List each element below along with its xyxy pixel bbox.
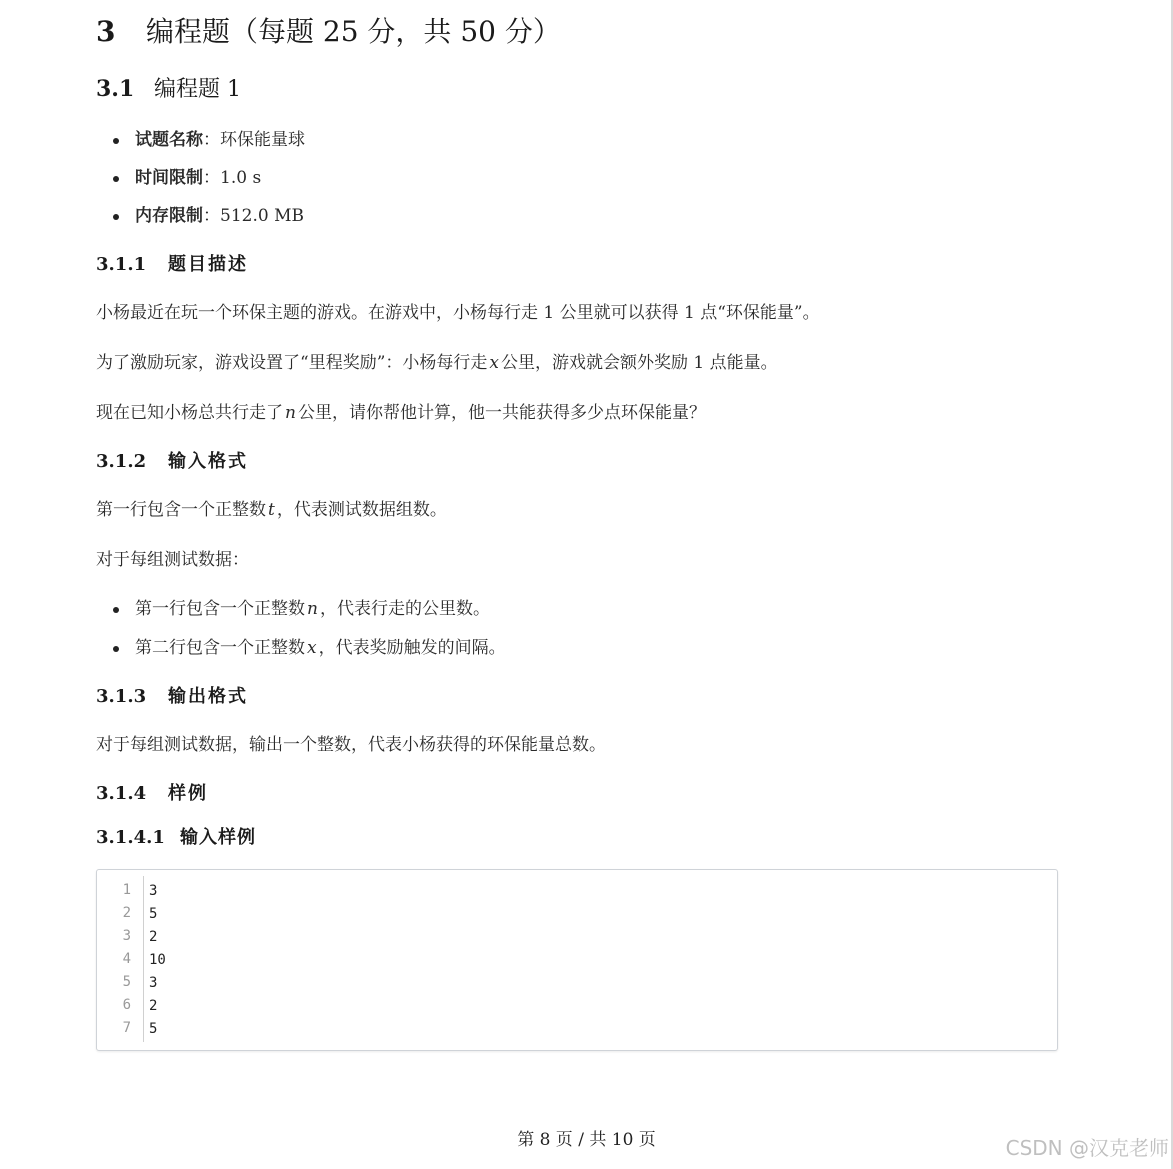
meta-sep: ： [203, 206, 220, 226]
code-line: 5 [149, 906, 158, 922]
description-paragraph-1: 小杨最近在玩一个环保主题的游戏。在游戏中，小杨每行走 1 公里就可以获得 1 点“环保能量”。 [96, 303, 820, 323]
subsection-number: 3.1 [96, 76, 135, 102]
code-line: 2 [149, 929, 158, 945]
meta-item-time [96, 165, 305, 203]
math-variable: n [307, 599, 318, 619]
description-title: 题目描述 [168, 254, 248, 275]
code-line: 2 [149, 998, 158, 1014]
output-format-title: 输出格式 [168, 686, 248, 707]
text-segment: 公里，请你帮他计算，他一共能获得多少点环保能量？ [297, 403, 706, 423]
description-paragraph-3 [96, 400, 706, 426]
code-line: 5 [149, 1021, 158, 1037]
text-segment: 为了激励玩家，游戏设置了“里程奖励”：小杨每行走 [96, 353, 488, 373]
page-footer: 第 8 页 / 共 10 页 [517, 1130, 656, 1150]
meta-label: 内存限制 [135, 206, 203, 226]
input-format-number: 3.1.2 [96, 451, 147, 472]
input-format-title: 输入格式 [168, 451, 248, 472]
meta-label: 时间限制 [135, 168, 203, 188]
subsection-title: 编程题 1 [154, 77, 241, 102]
line-number: 5 [122, 974, 131, 990]
line-number: 3 [122, 928, 131, 944]
text-segment: 第一行包含一个正整数 [135, 599, 305, 619]
input-format-list [96, 596, 506, 674]
section-heading [96, 12, 561, 52]
text-segment: 第一行包含一个正整数 [96, 500, 266, 520]
line-number: 2 [122, 905, 131, 921]
sample-title: 样例 [168, 783, 208, 804]
code-line: 10 [149, 952, 166, 968]
meta-item-name [96, 127, 305, 165]
sample-number: 3.1.4 [96, 783, 147, 804]
meta-sep: ： [203, 168, 220, 188]
meta-item-memory [96, 203, 305, 241]
sample-input-code-block[interactable] [96, 869, 1058, 1051]
text-segment: 公里，游戏就会额外奖励 1 点能量。 [500, 353, 778, 373]
problem-meta-list [96, 127, 305, 241]
math-variable: n [285, 403, 296, 423]
gutter-divider [143, 876, 144, 1042]
meta-sep: ： [203, 130, 220, 150]
description-paragraph-2 [96, 350, 778, 376]
section-title: 编程题（每题 25 分，共 50 分） [146, 15, 561, 48]
subsection-heading [96, 72, 241, 107]
text-segment: 第二行包含一个正整数 [135, 638, 305, 658]
line-number: 4 [122, 951, 131, 967]
sample-heading [96, 780, 208, 808]
text-segment: ，代表奖励触发的间隔。 [318, 638, 506, 658]
text-segment: ，代表行走的公里数。 [319, 599, 490, 619]
section-number: 3 [96, 15, 116, 48]
sample-input-title: 输入样例 [180, 827, 256, 848]
code-content [149, 879, 166, 1040]
text-segment: 现在已知小杨总共行走了 [96, 403, 283, 423]
csdn-watermark: CSDN @汉克老师 [1005, 1136, 1169, 1160]
sample-input-heading [96, 824, 256, 852]
text-segment: ，代表测试数据组数。 [276, 500, 447, 520]
math-variable: t [268, 500, 275, 520]
meta-value: 512.0 MB [220, 206, 304, 226]
math-variable: x [489, 353, 499, 373]
input-format-paragraph-1 [96, 497, 447, 523]
description-number: 3.1.1 [96, 254, 147, 275]
input-format-item [96, 635, 506, 674]
input-format-paragraph-2: 对于每组测试数据： [96, 550, 249, 570]
line-number-gutter [97, 879, 131, 1040]
output-format-paragraph: 对于每组测试数据，输出一个整数，代表小杨获得的环保能量总数。 [96, 735, 606, 755]
code-line: 3 [149, 975, 158, 991]
input-format-item [96, 596, 506, 635]
sample-input-number: 3.1.4.1 [96, 827, 165, 848]
code-line: 3 [149, 883, 158, 899]
output-format-heading [96, 683, 248, 711]
meta-label: 试题名称 [135, 130, 203, 150]
output-format-number: 3.1.3 [96, 686, 147, 707]
line-number: 6 [122, 997, 131, 1013]
line-number: 7 [122, 1020, 131, 1036]
input-format-heading [96, 448, 248, 476]
description-heading [96, 251, 248, 279]
math-variable: x [307, 638, 317, 658]
meta-value: 1.0 s [220, 168, 262, 188]
line-number: 1 [122, 882, 131, 898]
meta-value: 环保能量球 [220, 130, 305, 150]
